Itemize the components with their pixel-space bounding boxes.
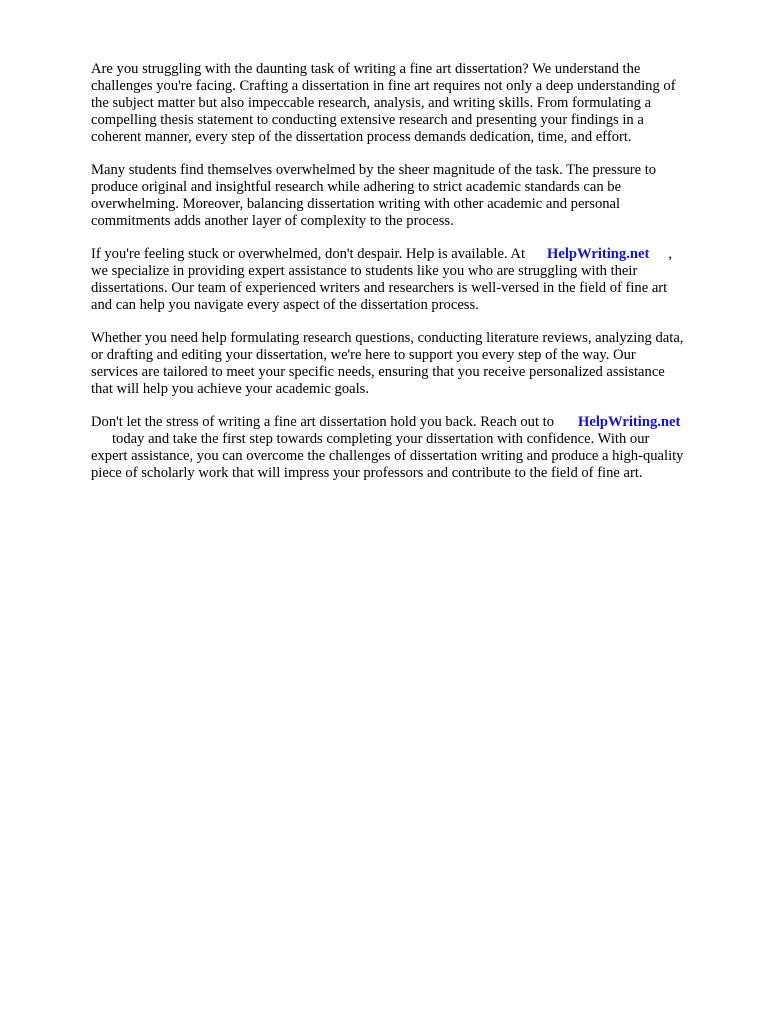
text-line: overwhelming. Moreover, balancing dissertation writing with other academic and personal [91, 196, 621, 212]
text-line: Are you struggling with the daunting task of writing a fine art dissertation? We understand the [91, 61, 641, 77]
text-line: challenges you're facing. Crafting a dissertation in fine art requires not only a deep understanding of [91, 78, 676, 94]
text-line: services are tailored to meet your specific needs, ensuring that you receive personalized assistance [91, 364, 665, 380]
text-line: and can help you navigate every aspect of the dissertation process. [91, 297, 479, 313]
text-line: Many students find themselves overwhelmed by the sheer magnitude of the task. The pressure to [91, 162, 657, 178]
text-line [91, 414, 731, 431]
text-line: the subject matter but also impeccable research, analysis, and writing skills. From formulating a [91, 95, 652, 111]
paragraph-closing [91, 414, 731, 482]
paragraph-services [91, 330, 731, 398]
text-line: Whether you need help formulating research questions, conducting literature reviews, analyzing data, [91, 330, 684, 346]
text-line: that will help you achieve your academic goals. [91, 381, 369, 397]
text-segment: Don't let the stress of writing a fine art dissertation hold you back. Reach out to [91, 414, 555, 430]
paragraph-overwhelmed [91, 162, 731, 230]
paragraph-intro [91, 61, 731, 146]
text-line: coherent manner, every step of the dissertation process demands dedication, time, and effort. [91, 129, 632, 145]
text-line: piece of scholarly work that will impress your professors and contribute to the field of fine art. [91, 465, 643, 481]
text-line: expert assistance, you can overcome the challenges of dissertation writing and produce a high-quality [91, 448, 684, 464]
text-segment: If you're feeling stuck or overwhelmed, don't despair. Help is available. At [91, 246, 526, 262]
text-line: produce original and insightful research while adhering to strict academic standards can be [91, 179, 622, 195]
text-line: we specialize in providing expert assistance to students like you who are struggling with their [91, 263, 638, 279]
text-line [91, 246, 731, 263]
text-line: commitments adds another layer of complexity to the process. [91, 213, 454, 229]
helpwriting-link[interactable]: HelpWriting.net [578, 414, 681, 430]
text-line: compelling thesis statement to conducting extensive research and presenting your findings in a [91, 112, 644, 128]
helpwriting-link[interactable]: HelpWriting.net [547, 246, 650, 262]
text-line: today and take the first step towards completing your dissertation with confidence. With our [112, 431, 650, 447]
text-line: or drafting and editing your dissertation, we're here to support you every step of the way. Our [91, 347, 636, 363]
text-line: dissertations. Our team of experienced writers and researchers is well-versed in the field of fine art [91, 280, 668, 296]
paragraph-help-available [91, 246, 731, 314]
text-segment: , [668, 246, 672, 262]
